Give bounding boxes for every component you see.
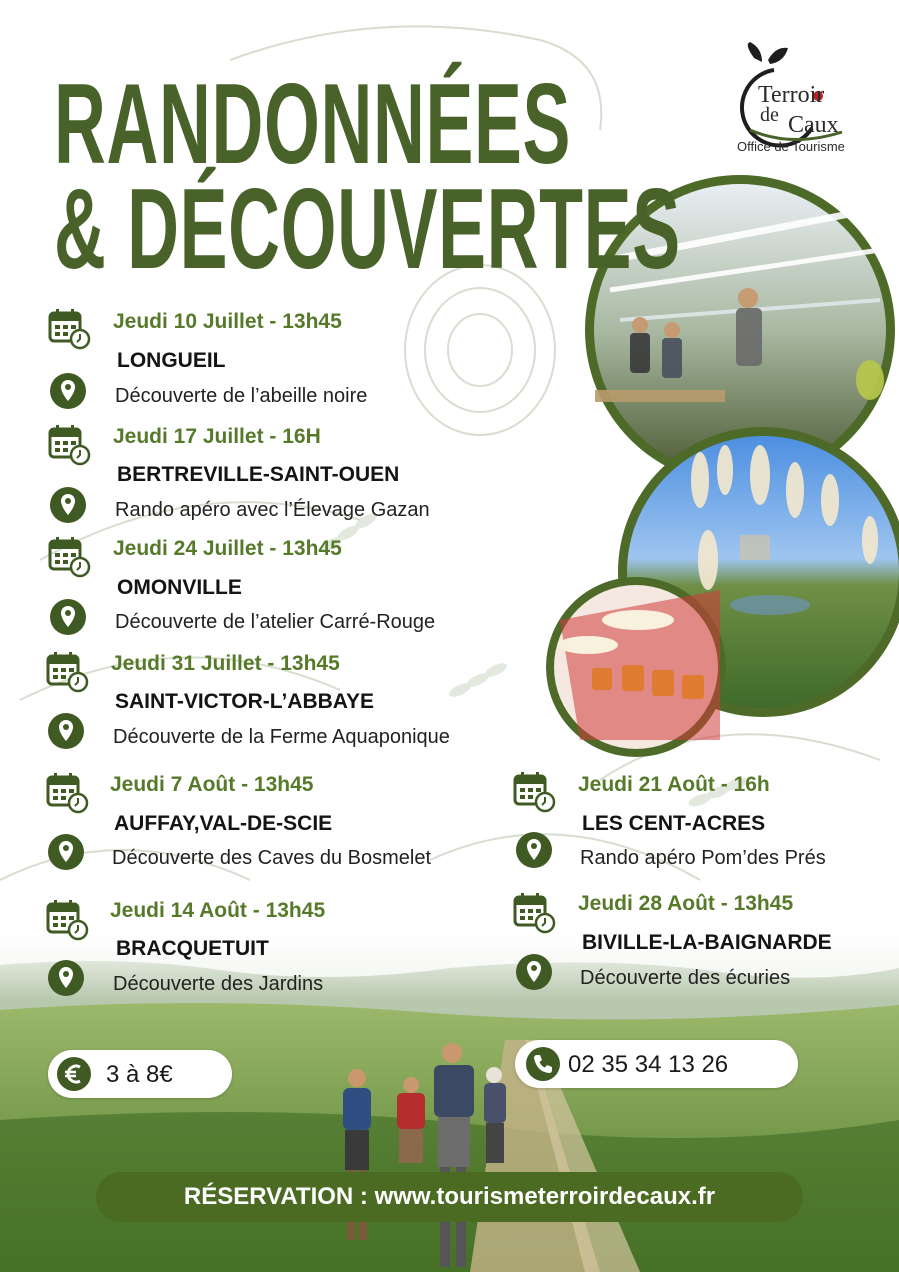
event-date: Jeudi 24 Juillet - 13h45 xyxy=(113,537,342,560)
event-date: Jeudi 14 Août - 13h45 xyxy=(110,899,326,922)
page-title-line-2: & DÉCOUVERTES xyxy=(54,166,681,293)
location-pin-icon xyxy=(46,832,86,872)
phone-icon xyxy=(525,1046,561,1082)
event-description: Découverte de la Ferme Aquaponique xyxy=(113,726,450,748)
location-pin-icon xyxy=(514,952,554,992)
logo-word-terroir: Terroir xyxy=(758,82,825,108)
calendar-clock-icon xyxy=(47,306,91,350)
phone-badge[interactable] xyxy=(515,1040,798,1088)
page-title-line-1: RANDONNÉES xyxy=(54,61,572,188)
event-description: Découverte de l’abeille noire xyxy=(115,385,368,407)
location-pin-icon xyxy=(48,597,88,637)
event-place: BERTREVILLE-SAINT-OUEN xyxy=(117,463,400,486)
location-pin-icon xyxy=(46,958,86,998)
event-place: OMONVILLE xyxy=(117,576,242,599)
event-place: AUFFAY,VAL-DE-SCIE xyxy=(114,812,333,835)
event-description: Découverte de l’atelier Carré-Rouge xyxy=(115,611,436,633)
event-date: Jeudi 7 Août - 13h45 xyxy=(110,773,314,796)
event-date: Jeudi 17 Juillet - 16H xyxy=(113,425,321,448)
location-pin-icon xyxy=(46,711,86,751)
logo-word-de: de xyxy=(760,104,779,126)
event-date: Jeudi 10 Juillet - 13h45 xyxy=(113,310,342,333)
event-description: Découverte des Caves du Bosmelet xyxy=(112,847,432,869)
event-date: Jeudi 31 Juillet - 13h45 xyxy=(111,652,340,675)
event-place: BRACQUETUIT xyxy=(116,937,269,960)
event-date: Jeudi 21 Août - 16h xyxy=(578,773,770,796)
event-description: Découverte des Jardins xyxy=(113,973,324,995)
reservation-banner[interactable]: RÉSERVATION : www.tourismeterroirdecaux.fr xyxy=(96,1172,803,1222)
calendar-clock-icon xyxy=(47,422,91,466)
calendar-clock-icon xyxy=(47,534,91,578)
event-description: Rando apéro Pom’des Prés xyxy=(580,847,826,869)
event-date: Jeudi 28 Août - 13h45 xyxy=(578,892,794,915)
price-badge xyxy=(48,1050,232,1098)
calendar-clock-icon xyxy=(512,769,556,813)
event-description: Découverte des écuries xyxy=(580,967,791,989)
location-pin-icon xyxy=(48,485,88,525)
event-place: SAINT-VICTOR-L’ABBAYE xyxy=(115,690,375,713)
location-pin-icon xyxy=(514,830,554,870)
calendar-clock-icon xyxy=(45,897,89,941)
calendar-clock-icon xyxy=(45,649,89,693)
event-place: LONGUEIL xyxy=(117,349,226,372)
event-description: Rando apéro avec l’Élevage Gazan xyxy=(115,499,430,521)
euro-icon xyxy=(56,1056,92,1092)
calendar-clock-icon xyxy=(512,890,556,934)
terroir-de-caux-logo xyxy=(732,40,872,158)
price-text: 3 à 8€ xyxy=(106,1061,173,1088)
event-place: BIVILLE-LA-BAIGNARDE xyxy=(582,931,832,954)
event-place: LES CENT-ACRES xyxy=(582,812,766,835)
phone-number: 02 35 34 13 26 xyxy=(568,1051,729,1078)
logo-word-caux: Caux xyxy=(788,112,839,138)
calendar-clock-icon xyxy=(45,770,89,814)
logo-subtitle: Office de Tourisme xyxy=(737,139,845,154)
location-pin-icon xyxy=(48,371,88,411)
